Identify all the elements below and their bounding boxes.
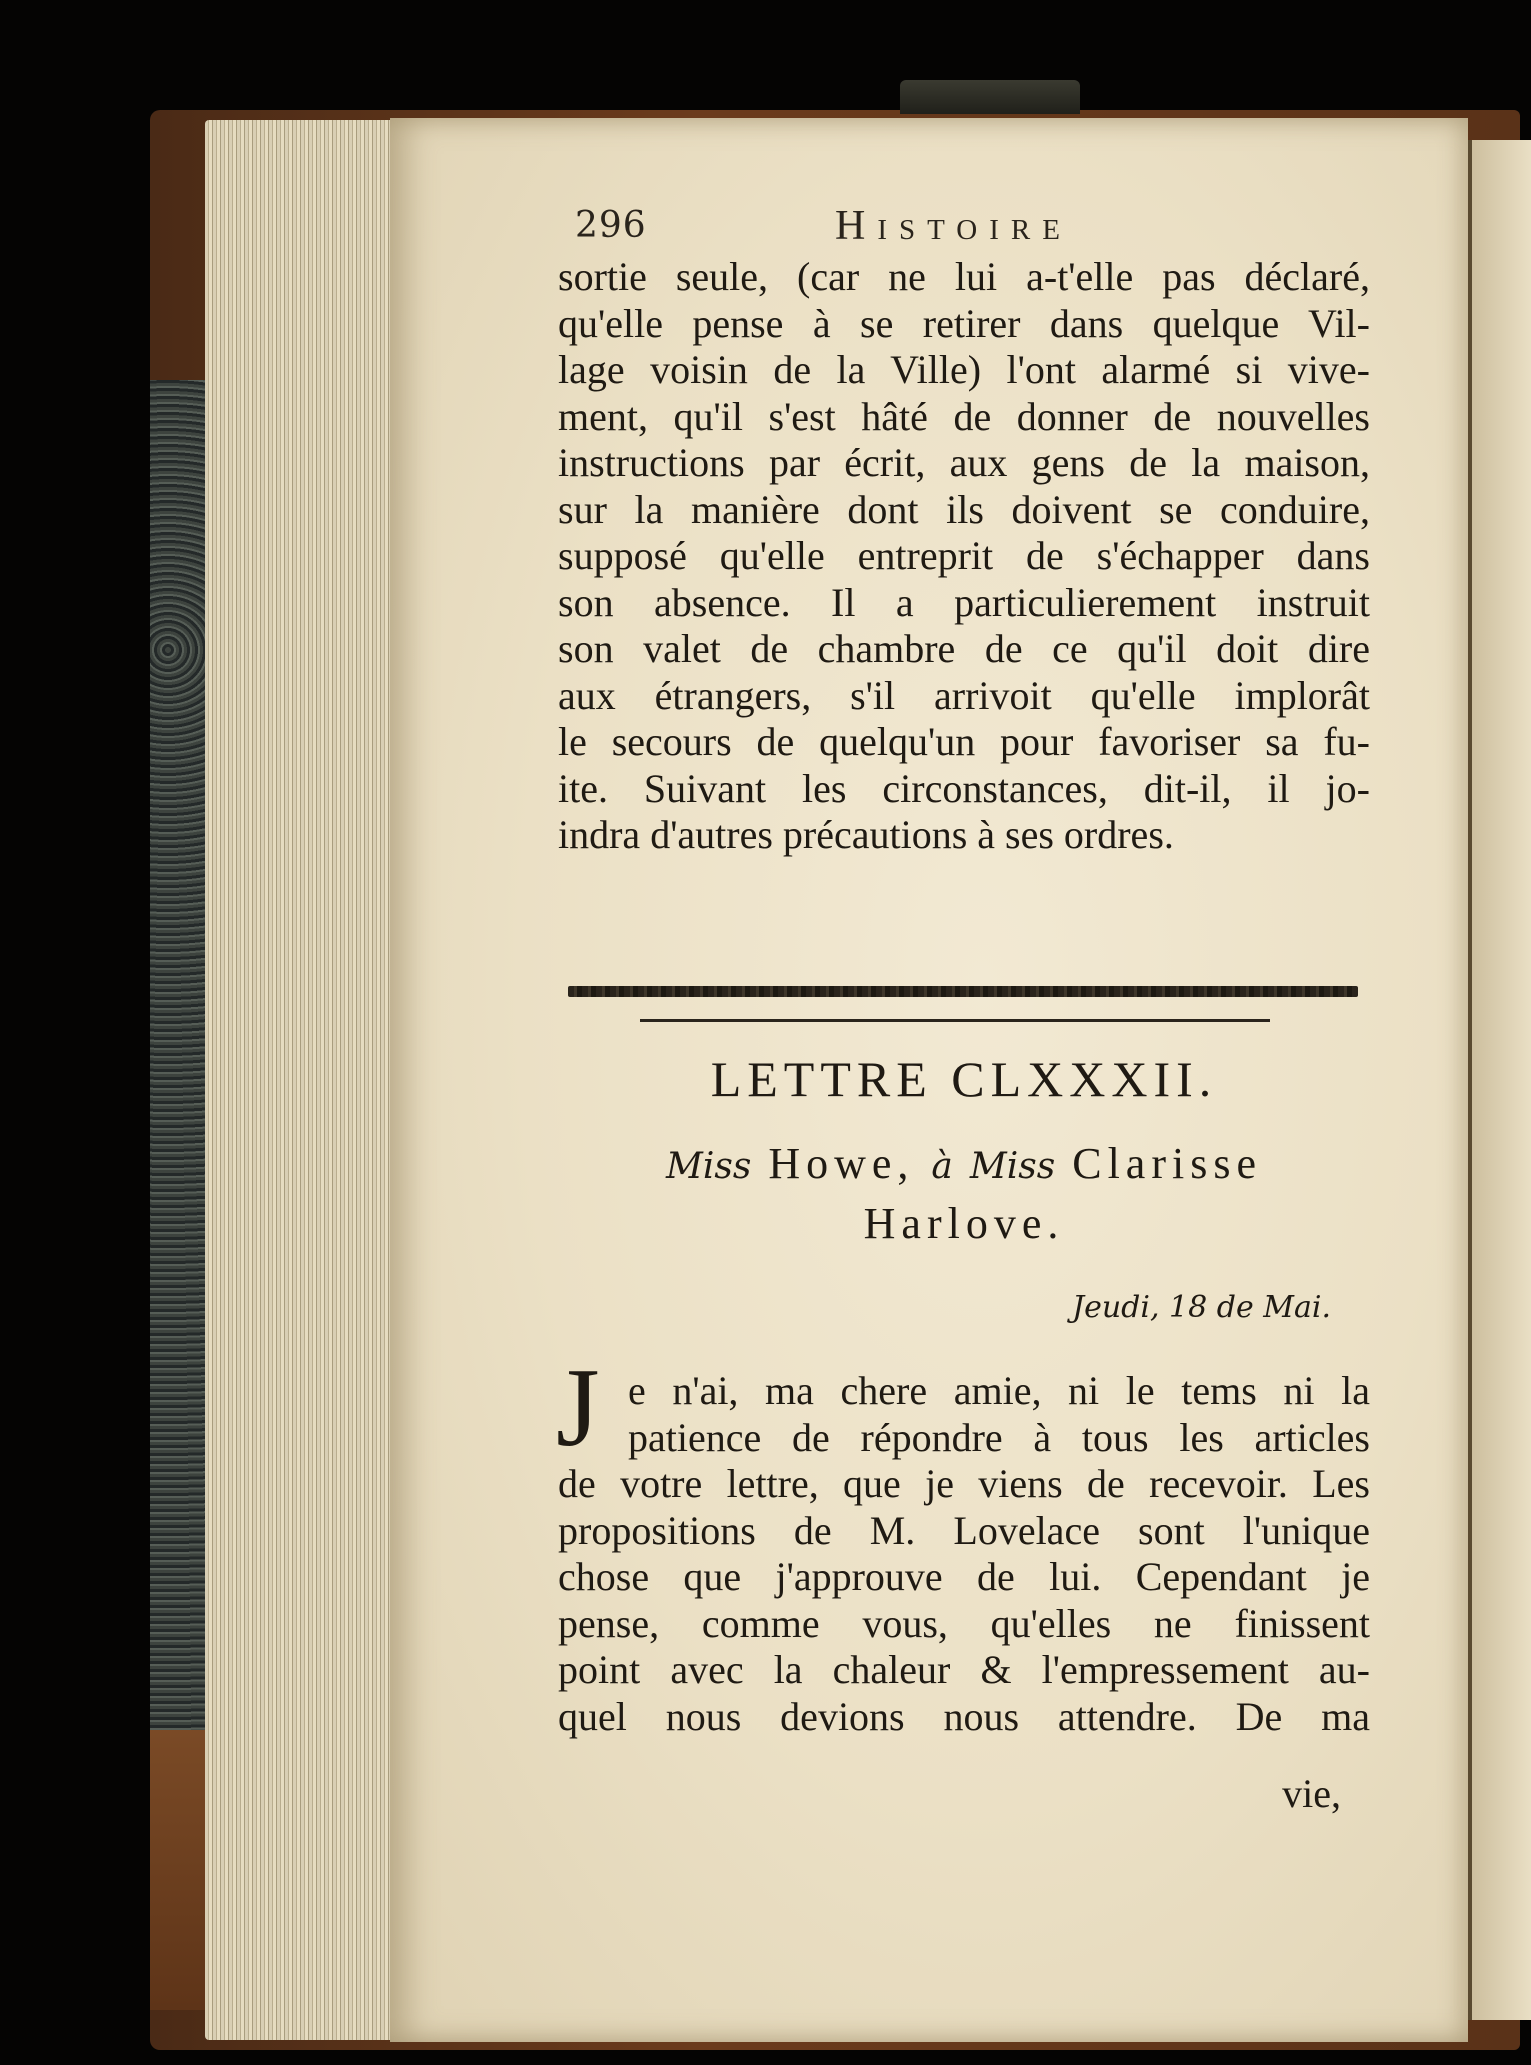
text-line: instructions par écrit, aux gens de la maison, [558, 440, 1370, 485]
address-miss: Miss [666, 1146, 752, 1187]
text-line: point avec la chaleur & l'empressement au- [558, 1647, 1370, 1692]
text-line: son absence. Il a particulierement instruit [558, 579, 1370, 625]
head-band [900, 80, 1080, 114]
catchword: vie, [1282, 1771, 1341, 1816]
letter-body [558, 1368, 1370, 1740]
text-line: de votre lettre, que je viens de recevoir. Les [558, 1461, 1370, 1506]
text-line: le secours de quelqu'un pour favoriser sa fu- [558, 719, 1370, 764]
thin-rule [640, 1019, 1270, 1022]
letter-title: LETTRE CLXXXII. [710, 1051, 1218, 1107]
text-line: son valet de chambre de ce qu'il doit dire [558, 626, 1370, 671]
running-head: Histoire [835, 203, 1072, 249]
address-recipient: Clarisse [1072, 1139, 1262, 1188]
ornamental-rule [568, 986, 1358, 997]
letter-address-line [558, 1138, 1370, 1189]
text-line: sortie seule, (car ne lui a-t'elle pas déclaré, [558, 254, 1370, 299]
text-line: ite. Suivant les circonstances, dit-il, il jo- [558, 765, 1370, 811]
page-number: 296 [575, 205, 647, 246]
text-line: ment, qu'il s'est hâté de donner de nouvelles [558, 393, 1370, 439]
text-line: supposé qu'elle entreprit de s'échapper dans [558, 533, 1370, 578]
facing-page-edge [1468, 140, 1531, 2020]
text-line: e n'ai, ma chere amie, ni le tems ni la [628, 1368, 1370, 1413]
address-miss: Miss [969, 1146, 1056, 1187]
address-to: à [931, 1146, 953, 1187]
text-line: quel nous devions nous attendre. De ma [558, 1693, 1370, 1739]
text-line: sur la manière dont ils doivent se conduire, [558, 486, 1370, 532]
text-line: patience de répondre à tous les articles [628, 1414, 1370, 1460]
page-edges [205, 120, 395, 2040]
dateline: Jeudi, 18 de Mai. [1072, 1290, 1331, 1325]
address-sender: Howe, [768, 1139, 915, 1188]
paragraph-continuation [558, 254, 1370, 859]
text-line: lage voisin de la Ville) l'ont alarmé si vive- [558, 347, 1370, 392]
letter-address-surname: Harlove. [863, 1199, 1065, 1248]
text-line: indra d'autres précautions à ses ordres. [558, 812, 1174, 857]
text-line: qu'elle pense à se retirer dans quelque Vil- [558, 300, 1370, 346]
marbled-cover [150, 380, 210, 1730]
text-line: chose que j'approuve de lui. Cependant je [558, 1554, 1370, 1599]
text-line: aux étrangers, s'il arrivoit qu'elle implorât [558, 672, 1370, 718]
drop-cap: J [556, 1346, 600, 1470]
text-line: pense, comme vous, qu'elles ne finissent [558, 1600, 1370, 1646]
text-line: propositions de M. Lovelace sont l'unique [558, 1507, 1370, 1553]
leather-corner [150, 1730, 210, 2010]
